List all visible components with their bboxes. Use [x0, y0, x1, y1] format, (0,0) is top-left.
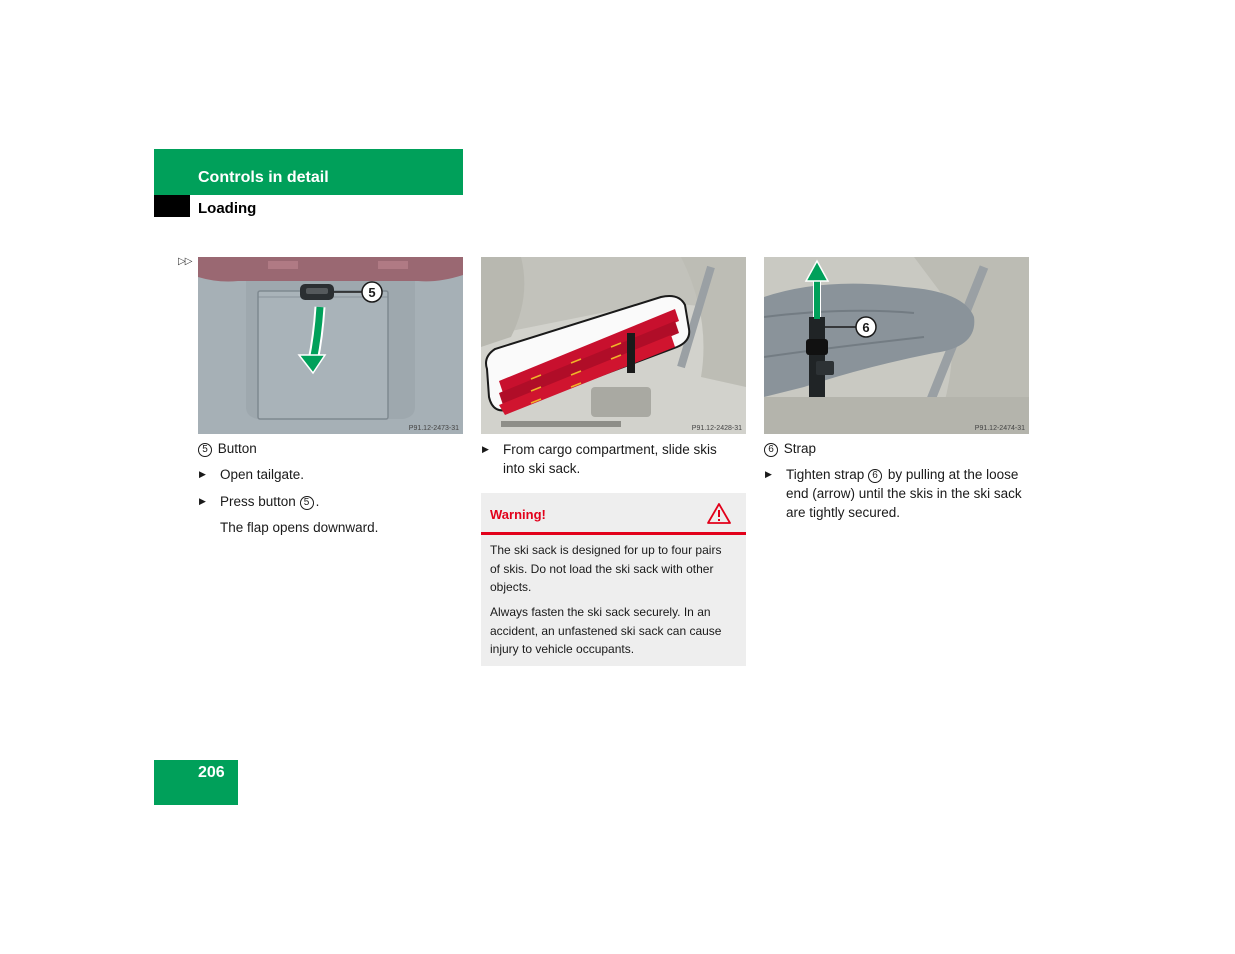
warning-paragraph-2: Always fasten the ski sack securely. In an accident, an unfastened ski sack can cause injury to vehicle occupants. — [490, 605, 722, 656]
subsection-title: Loading — [198, 200, 257, 217]
figure-code: P91.12-2473-31 — [408, 425, 459, 432]
step-arrow-icon: ▶ — [199, 469, 206, 479]
step-result: The flap opens downward. — [220, 520, 379, 535]
page-number: 206 — [198, 764, 225, 781]
figure-tailgate-button — [198, 257, 463, 434]
figure-strap — [764, 257, 1029, 434]
warning-paragraph-1: The ski sack is designed for up to four pairs of skis. Do not load the ski sack with other objects. — [490, 543, 722, 594]
step-arrow-icon: ▶ — [765, 469, 772, 479]
page-number-box — [154, 760, 238, 805]
tailgate-illustration — [198, 257, 463, 434]
callout-number: 6 — [862, 320, 870, 335]
step-tighten-strap: Tighten strap 6 by pulling at the loose end (arrow) until the skis in the ski sack are tightly secured. — [786, 467, 1022, 520]
warning-title: Warning! — [490, 507, 546, 522]
continued-marker: ▷▷ — [178, 256, 192, 267]
callout-ref: 5 — [300, 496, 314, 510]
step-slide-skis: From cargo compartment, slide skis into ski sack. — [503, 442, 717, 476]
callout-ref: 6 — [868, 469, 882, 483]
warning-box — [481, 493, 746, 666]
warning-header — [481, 493, 746, 535]
figure-code: P91.12-2474-31 — [974, 425, 1025, 432]
legend-button — [198, 439, 257, 458]
legend-number: 5 — [198, 443, 212, 457]
step-arrow-icon: ▶ — [482, 444, 489, 454]
subsection-marker — [154, 195, 190, 217]
strap-illustration — [764, 257, 1029, 434]
ski-sack-illustration — [481, 257, 746, 434]
callout-number: 5 — [368, 285, 376, 300]
legend-label: Button — [217, 441, 257, 456]
step-open-tailgate: Open tailgate. — [220, 467, 305, 482]
legend-number: 6 — [764, 443, 778, 457]
warning-triangle-icon — [706, 502, 732, 525]
legend-label: Strap — [783, 441, 817, 456]
step-arrow-icon: ▶ — [199, 496, 206, 506]
figure-code: P91.12-2428-31 — [691, 425, 742, 432]
figure-ski-sack — [481, 257, 746, 434]
step-press-button: Press button 5 . — [220, 494, 320, 509]
legend-strap — [764, 439, 816, 458]
section-title: Controls in detail — [198, 169, 329, 186]
